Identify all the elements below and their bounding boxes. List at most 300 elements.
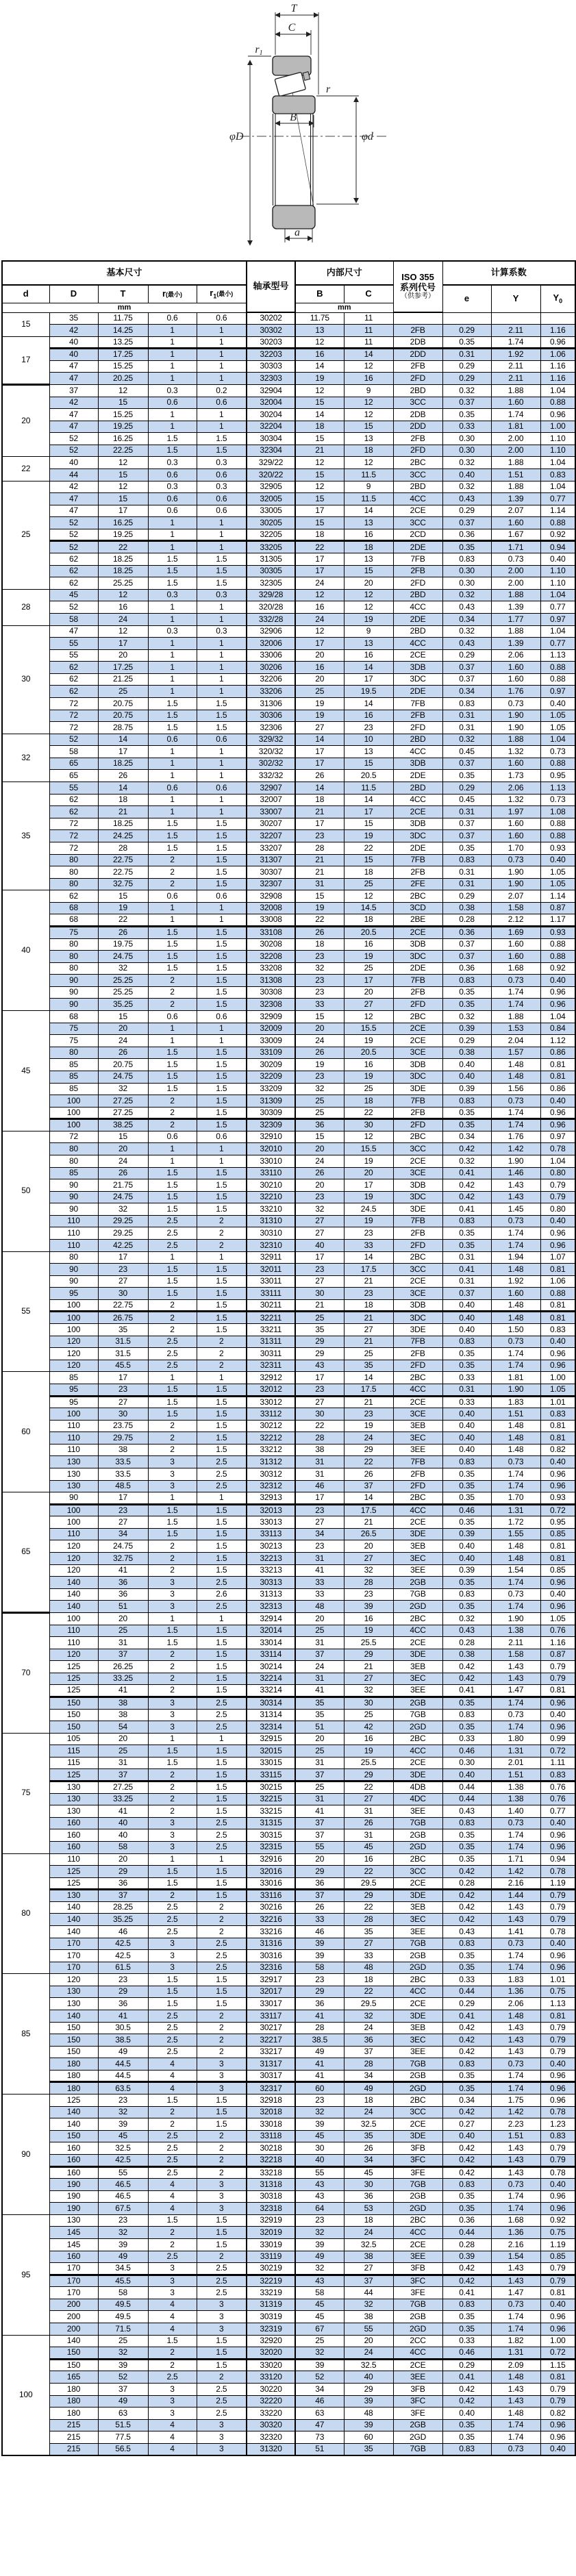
- D-value: 140: [49, 1901, 98, 1914]
- B-value: 22: [295, 541, 344, 553]
- C-value: 13: [344, 433, 393, 445]
- Y-value: 1.42: [491, 1866, 540, 1878]
- Y0-value: 0.96: [540, 1962, 575, 1974]
- C-value: 16: [344, 373, 393, 385]
- table-row: [2, 673, 575, 686]
- table-row: [2, 1516, 575, 1529]
- header-iso-series: [393, 261, 442, 312]
- T-value: 24: [98, 613, 148, 625]
- col-header-D: D: [49, 285, 98, 303]
- T-value: 17: [98, 1251, 148, 1264]
- e-value: 0.34: [442, 686, 491, 698]
- C-value: 29.5: [344, 1877, 393, 1890]
- bearing-number: 320/22: [247, 469, 295, 482]
- D-value: 100: [49, 1612, 98, 1625]
- iso-code: 3CC: [393, 1143, 442, 1155]
- bearing-number: 31315: [247, 1817, 295, 1829]
- C-value: 11.5: [344, 469, 393, 482]
- B-value: 15: [295, 1011, 344, 1023]
- B-value: 34: [295, 2383, 344, 2395]
- T-value: 41: [98, 1685, 148, 1697]
- bearing-number: 33211: [247, 1324, 295, 1336]
- T-value: 23: [98, 1974, 148, 1986]
- table-row: [2, 336, 575, 349]
- table-row: [2, 1817, 575, 1829]
- B-value: 29: [295, 1336, 344, 1348]
- C-value: 12: [344, 457, 393, 469]
- e-value: 0.83: [442, 1817, 491, 1829]
- e-value: 0.83: [442, 1588, 491, 1601]
- Y0-value: 0.96: [540, 2419, 575, 2431]
- T-value: 25: [98, 1625, 148, 1637]
- D-value: 85: [49, 1372, 98, 1384]
- bearing-number: 32206: [247, 673, 295, 686]
- Y-value: 2.01: [491, 1757, 540, 1769]
- bearing-number: 329/32: [247, 734, 295, 746]
- r1-min-value: 0.6: [197, 1011, 247, 1023]
- B-value: 23: [295, 1071, 344, 1083]
- B-value: 39: [295, 1938, 344, 1950]
- r1-min-value: 1.5: [197, 1757, 247, 1769]
- e-value: 0.29: [442, 1998, 491, 2010]
- iso-code: 2CE: [393, 2359, 442, 2371]
- Y0-value: 0.93: [540, 926, 575, 938]
- bearing-number: 30303: [247, 360, 295, 373]
- B-value: 47: [295, 2419, 344, 2431]
- Y0-value: 0.83: [540, 1769, 575, 1781]
- D-value: 100: [49, 1119, 98, 1131]
- table-row: [2, 1721, 575, 1734]
- T-value: 32: [98, 962, 148, 975]
- iso-code: 2DE: [393, 770, 442, 782]
- iso-code: 2CE: [393, 1516, 442, 1529]
- r-min-value: 1.5: [148, 722, 197, 734]
- r1-min-value: 2.5: [197, 2263, 247, 2275]
- bearing-number: 30309: [247, 1107, 295, 1119]
- B-value: 32: [295, 2106, 344, 2118]
- bearing-number: 32212: [247, 1432, 295, 1445]
- r-min-value: 1.5: [148, 1408, 197, 1421]
- bearing-number: 30319: [247, 2311, 295, 2323]
- table-row: [2, 445, 575, 457]
- iso-code: 2FB: [393, 710, 442, 722]
- d-value: 15: [2, 312, 49, 336]
- iso-code: 2CE: [393, 1877, 442, 1890]
- bearing-number: 32211: [247, 1312, 295, 1324]
- e-value: 0.83: [442, 2299, 491, 2311]
- d-value: 75: [2, 1733, 49, 1853]
- Y-value: 1.88: [491, 734, 540, 746]
- Y-value: 1.92: [491, 349, 540, 361]
- C-value: 14: [344, 794, 393, 806]
- Y0-value: 0.40: [540, 1336, 575, 1348]
- r-min-value: 1.5: [148, 2214, 197, 2227]
- r1-min-value: 2.5: [197, 1480, 247, 1492]
- bearing-number: 30220: [247, 2383, 295, 2395]
- table-row: [2, 433, 575, 445]
- C-value: 12: [344, 1131, 393, 1143]
- iso-code: 3CC: [393, 2106, 442, 2118]
- B-value: 20: [295, 1612, 344, 1625]
- r-min-value: 1.5: [148, 1986, 197, 1998]
- D-value: 130: [49, 1793, 98, 1805]
- iso-code: 2GB: [393, 1697, 442, 1709]
- e-value: 0.33: [442, 1396, 491, 1408]
- Y0-value: 1.06: [540, 349, 575, 361]
- table-row: [2, 2227, 575, 2239]
- B-value: 28: [295, 842, 344, 854]
- C-value: 21: [344, 1516, 393, 1529]
- Y0-value: 1.16: [540, 1637, 575, 1649]
- T-value: 14: [98, 734, 148, 746]
- Y0-value: 1.08: [540, 806, 575, 818]
- e-value: 0.35: [442, 1516, 491, 1529]
- D-value: 75: [49, 1035, 98, 1047]
- Y-value: 1.31: [491, 1745, 540, 1758]
- r1-min-value: 1.5: [197, 986, 247, 999]
- table-row: [2, 1697, 575, 1709]
- T-value: 27.25: [98, 1107, 148, 1119]
- e-value: 0.83: [442, 975, 491, 987]
- e-value: 0.43: [442, 601, 491, 614]
- C-value: 22: [344, 1107, 393, 1119]
- B-value: 17: [295, 1372, 344, 1384]
- r-min-value: 2: [148, 1299, 197, 1312]
- bearing-number: 33017: [247, 1998, 295, 2010]
- r-min-value: 3: [148, 2275, 197, 2287]
- Y0-value: 0.85: [540, 2251, 575, 2263]
- D-value: 130: [49, 1805, 98, 1818]
- Y0-value: 0.97: [540, 1131, 575, 1143]
- bearing-number: 33020: [247, 2359, 295, 2371]
- iso-code: 3DB: [393, 662, 442, 674]
- Y0-value: 0.80: [540, 1167, 575, 1179]
- Y-value: 1.74: [491, 2203, 540, 2215]
- B-value: 11.75: [295, 312, 344, 325]
- table-row: [2, 878, 575, 890]
- r-min-value: 1: [148, 914, 197, 927]
- r1-min-value: 1.5: [197, 1083, 247, 1095]
- e-value: 0.29: [442, 505, 491, 517]
- Y0-value: 0.81: [540, 1059, 575, 1071]
- D-value: 170: [49, 2275, 98, 2287]
- D-value: 100: [49, 1107, 98, 1119]
- B-value: 27: [295, 1396, 344, 1408]
- r1-min-value: 1: [197, 409, 247, 421]
- B-value: 58: [295, 1962, 344, 1974]
- D-value: 80: [49, 1047, 98, 1059]
- D-value: 190: [49, 2203, 98, 2215]
- D-value: 110: [49, 1528, 98, 1540]
- Y-value: 1.55: [491, 1528, 540, 1540]
- iso-code: 2GD: [393, 2203, 442, 2215]
- D-value: 160: [49, 2154, 98, 2166]
- iso-code: 2CE: [393, 649, 442, 662]
- r-min-value: 3: [148, 1480, 197, 1492]
- r-min-value: 1: [148, 541, 197, 553]
- iso-code: 3DE: [393, 2010, 442, 2023]
- e-value: 0.42: [442, 2142, 491, 2155]
- T-value: 38.25: [98, 1119, 148, 1131]
- C-value: 12: [344, 397, 393, 409]
- table-row: [2, 1962, 575, 1974]
- Y0-value: 0.96: [540, 1841, 575, 1853]
- bearing-number: 32912: [247, 1372, 295, 1384]
- D-value: 55: [49, 782, 98, 795]
- C-value: 33: [344, 1950, 393, 1962]
- e-value: 0.45: [442, 794, 491, 806]
- r1-min-value: 1: [197, 902, 247, 914]
- D-value: 100: [49, 1408, 98, 1421]
- Y-value: 0.73: [491, 1095, 540, 1108]
- Y0-value: 1.14: [540, 505, 575, 517]
- r-min-value: 2: [148, 1444, 197, 1456]
- r-min-value: 1: [148, 794, 197, 806]
- D-value: 180: [49, 2058, 98, 2071]
- iso-code: 7FB: [393, 1095, 442, 1108]
- table-row: [2, 2058, 575, 2071]
- iso-code: 2FD: [393, 577, 442, 590]
- Y-value: 0.73: [491, 2179, 540, 2191]
- B-value: 31: [295, 878, 344, 890]
- Y-value: 1.74: [491, 2190, 540, 2203]
- B-value: 41: [295, 1805, 344, 1818]
- iso-code: 3CD: [393, 902, 442, 914]
- B-value: 39: [295, 2359, 344, 2371]
- r1-min-value: 1.5: [197, 1516, 247, 1529]
- Y-value: 1.74: [491, 1697, 540, 1709]
- r-min-value: 1: [148, 806, 197, 818]
- Y-value: 1.48: [491, 1432, 540, 1445]
- T-value: 12: [98, 457, 148, 469]
- r1-min-value: 1.5: [197, 1745, 247, 1758]
- Y-value: 1.88: [491, 625, 540, 638]
- r-min-value: 2: [148, 1673, 197, 1685]
- D-value: 145: [49, 2227, 98, 2239]
- r1-min-value: 1.5: [197, 1877, 247, 1890]
- iso-code: 2DD: [393, 421, 442, 433]
- Y-value: 1.36: [491, 1986, 540, 1998]
- B-value: 37: [295, 1829, 344, 1842]
- e-value: 0.29: [442, 1035, 491, 1047]
- iso-code: 3CC: [393, 1264, 442, 1276]
- r-min-value: 1.5: [148, 1625, 197, 1637]
- T-value: 20: [98, 649, 148, 662]
- table-row: [2, 2010, 575, 2023]
- r1-min-value: 1: [197, 529, 247, 541]
- e-value: 0.40: [442, 1059, 491, 1071]
- C-value: 15.5: [344, 1023, 393, 1035]
- Y-value: 1.42: [491, 2106, 540, 2118]
- dim-r1-label: r1: [255, 44, 263, 57]
- r1-min-value: 1.5: [197, 1408, 247, 1421]
- T-value: 27: [98, 1275, 148, 1288]
- C-value: 20: [344, 2335, 393, 2347]
- Y0-value: 0.40: [540, 2058, 575, 2071]
- r1-min-value: 1: [197, 1023, 247, 1035]
- B-value: 22: [295, 1420, 344, 1432]
- C-value: 28: [344, 2058, 393, 2071]
- bearing-number: 32915: [247, 1733, 295, 1745]
- C-value: 24: [344, 2022, 393, 2034]
- D-value: 105: [49, 1733, 98, 1745]
- iso-code: 7GB: [393, 1817, 442, 1829]
- C-value: 22: [344, 1781, 393, 1794]
- e-value: 0.39: [442, 1564, 491, 1577]
- Y-value: 1.71: [491, 541, 540, 553]
- bearing-number: 30315: [247, 1829, 295, 1842]
- bearing-number: 30218: [247, 2142, 295, 2155]
- iso-code: 2GB: [393, 1577, 442, 1589]
- e-value: 0.42: [442, 2154, 491, 2166]
- T-value: 15: [98, 397, 148, 409]
- T-value: 37: [98, 2383, 148, 2395]
- Y-value: 1.74: [491, 1360, 540, 1372]
- B-value: 23: [295, 951, 344, 963]
- bearing-number: 30209: [247, 1059, 295, 1071]
- Y0-value: 0.79: [540, 1901, 575, 1914]
- D-value: 145: [49, 2239, 98, 2251]
- iso-code: 2FD: [393, 1360, 442, 1372]
- D-value: 125: [49, 1685, 98, 1697]
- Y0-value: 0.40: [540, 1215, 575, 1227]
- r-min-value: 2.5: [148, 2371, 197, 2384]
- Y0-value: 1.23: [540, 2118, 575, 2131]
- table-row: [2, 1444, 575, 1456]
- D-value: 110: [49, 1215, 98, 1227]
- r1-min-value: 1.5: [197, 878, 247, 890]
- T-value: 39: [98, 2118, 148, 2131]
- table-row: [2, 722, 575, 734]
- dim-T-label: T: [290, 3, 297, 14]
- table-row: [2, 1841, 575, 1853]
- C-value: 20: [344, 986, 393, 999]
- r-min-value: 2: [148, 1649, 197, 1661]
- e-value: 0.40: [442, 1444, 491, 1456]
- e-value: 0.46: [442, 1745, 491, 1758]
- T-value: 77.5: [98, 2431, 148, 2444]
- d-value: 70: [2, 1612, 49, 1733]
- table-row: [2, 2323, 575, 2336]
- r-min-value: 1: [148, 1492, 197, 1505]
- d-value: 45: [2, 1011, 49, 1131]
- table-row: [2, 2106, 575, 2118]
- r1-min-value: 1.5: [197, 854, 247, 866]
- D-value: 130: [49, 1468, 98, 1481]
- r-min-value: 3: [148, 2408, 197, 2420]
- C-value: 31: [344, 1805, 393, 1818]
- table-row: [2, 1925, 575, 1938]
- iso-code: 3DE: [393, 1324, 442, 1336]
- e-value: 0.35: [442, 409, 491, 421]
- T-value: 20.75: [98, 698, 148, 710]
- r-min-value: 1.5: [148, 577, 197, 590]
- Y0-value: 1.05: [540, 722, 575, 734]
- r1-min-value: 2.5: [197, 1829, 247, 1842]
- Y0-value: 0.79: [540, 1673, 575, 1685]
- T-value: 17: [98, 505, 148, 517]
- r1-min-value: 3: [197, 2323, 247, 2336]
- T-value: 17: [98, 1372, 148, 1384]
- r1-min-value: 1: [197, 517, 247, 529]
- bearing-number: 32911: [247, 1251, 295, 1264]
- e-value: 0.34: [442, 613, 491, 625]
- e-value: 0.35: [442, 2070, 491, 2082]
- r1-min-value: 1.5: [197, 1649, 247, 1661]
- r-min-value: 0.3: [148, 384, 197, 397]
- d-value: 55: [2, 1251, 49, 1372]
- r1-min-value: 2.5: [197, 1577, 247, 1589]
- r1-min-value: 1.5: [197, 1805, 247, 1818]
- T-value: 26: [98, 1167, 148, 1179]
- bearing-number: 33110: [247, 1167, 295, 1179]
- B-value: 27: [295, 1516, 344, 1529]
- r1-min-value: 3: [197, 2058, 247, 2071]
- C-value: 19: [344, 613, 393, 625]
- C-value: 14: [344, 1251, 393, 1264]
- table-row: [2, 1275, 575, 1288]
- T-value: 18.25: [98, 758, 148, 770]
- Y-value: 2.11: [491, 360, 540, 373]
- r1-min-value: 1: [197, 613, 247, 625]
- table-row: [2, 2166, 575, 2179]
- r-min-value: 0.6: [148, 1131, 197, 1143]
- T-value: 31.5: [98, 1348, 148, 1360]
- bearing-number: 32906: [247, 625, 295, 638]
- bearing-number: 32203: [247, 349, 295, 361]
- T-value: 38.5: [98, 2034, 148, 2047]
- e-value: 0.83: [442, 1938, 491, 1950]
- e-value: 0.33: [442, 1974, 491, 1986]
- r-min-value: 1.5: [148, 1974, 197, 1986]
- table-row: [2, 1035, 575, 1047]
- D-value: 72: [49, 830, 98, 842]
- B-value: 21: [295, 806, 344, 818]
- e-value: 0.33: [442, 1733, 491, 1745]
- C-value: 19.5: [344, 686, 393, 698]
- D-value: 90: [49, 1275, 98, 1288]
- Y-value: 2.07: [491, 890, 540, 903]
- lower-ring-section: [273, 205, 315, 229]
- Y0-value: 0.87: [540, 1649, 575, 1661]
- bearing-number: 32317: [247, 2082, 295, 2094]
- table-row: [2, 2443, 575, 2455]
- r1-min-value: 2: [197, 2142, 247, 2155]
- D-value: 72: [49, 722, 98, 734]
- Y-value: 1.71: [491, 1853, 540, 1866]
- r1-min-value: 1.5: [197, 2214, 247, 2227]
- iso-code: 3DC: [393, 951, 442, 963]
- C-value: 25.5: [344, 1637, 393, 1649]
- Y0-value: 0.40: [540, 2443, 575, 2455]
- C-value: 24.5: [344, 1203, 393, 1216]
- iso-code: 2GD: [393, 2082, 442, 2094]
- C-value: 26: [344, 1817, 393, 1829]
- C-value: 16: [344, 1853, 393, 1866]
- r-min-value: 2: [148, 854, 197, 866]
- Y-value: 1.38: [491, 1781, 540, 1794]
- r1-min-value: 1.5: [197, 999, 247, 1011]
- table-row: [2, 830, 575, 842]
- r-min-value: 3: [148, 2383, 197, 2395]
- Y0-value: 1.19: [540, 2239, 575, 2251]
- bearing-number: 32219: [247, 2275, 295, 2287]
- r1-min-value: 1.5: [197, 698, 247, 710]
- B-value: 32: [295, 1083, 344, 1095]
- r-min-value: 2.5: [148, 2251, 197, 2263]
- r-min-value: 1.5: [148, 926, 197, 938]
- r-min-value: 1: [148, 1612, 197, 1625]
